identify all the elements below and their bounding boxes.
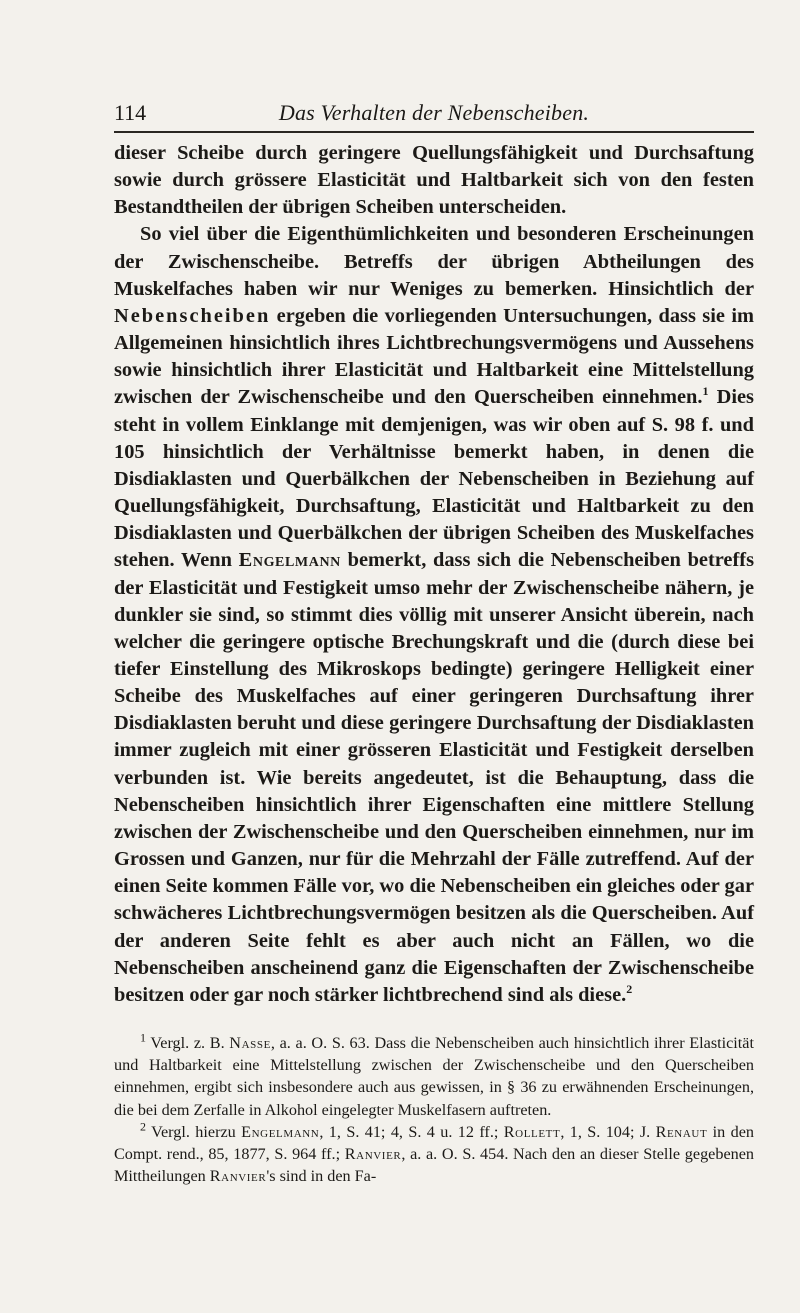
- paragraph-text: ergeben die vorliegenden Untersuchungen, dass sie im Allgemeinen hinsichtlich ihres Lichtbrechungsvermögens und Aussehens sowie hinsichtlich ihrer Elasticität und Haltbarkeit eine Mittelstellung zwischen der Zwischenscheibe und den Querscheiben einnehmen.: [114, 304, 754, 409]
- paragraph-text: So viel über die Eigenthümlichkeiten und besonderen Erscheinungen der Zwischenscheibe. Betreffs der übrigen Abtheilungen des Muskelfaches haben wir nur Weniges zu bemerken. Hinsichtlich der: [114, 223, 754, 300]
- paragraph-text: Dies steht in vollem Einklange mit demjenigen, was wir oben auf S. 98 f. und 105 hinsichtlich der Verhältnisse bemerkt haben, in denen die Disdiaklasten und Querbälkchen der Nebenscheiben in Beziehung auf Quellungsfähigkeit, Durchsaftung, Elasticität und Haltbarkeit zu den Disdiaklasten und Querbälkchen der übrigen Scheiben des Muskelfaches stehen. Wenn: [114, 386, 754, 572]
- footnote-ref: 1: [702, 384, 709, 399]
- footnote-text: , 1, S. 104; J.: [560, 1122, 656, 1141]
- main-text: [114, 140, 754, 1009]
- author-name: Rollett: [503, 1122, 561, 1141]
- author-name: Ranvier: [209, 1167, 267, 1186]
- page-header: [114, 100, 754, 126]
- page-number: 114: [114, 100, 147, 125]
- author-name: Renaut: [655, 1122, 708, 1141]
- footnote: [114, 1121, 754, 1188]
- footnote-text: , a. a. O. S. 454. Nach den an dieser Stelle gegebenen Mittheilungen: [114, 1145, 755, 1186]
- footnotes: [114, 1032, 754, 1187]
- author-name: Engelmann: [241, 1122, 320, 1141]
- emphasized-term: Nebenscheiben: [114, 304, 271, 327]
- author-name: Engelmann: [238, 549, 341, 572]
- header-rule: [114, 131, 754, 133]
- footnote-text: , 1, S. 41; 4, S. 4 u. 12 ff.;: [319, 1122, 504, 1141]
- footnote: [114, 1032, 754, 1121]
- footnote-mark: 1: [140, 1030, 146, 1045]
- author-name: Nasse: [229, 1034, 271, 1052]
- footnote-ref: 2: [626, 982, 633, 997]
- footnote-text: , a. a. O. S. 63. Dass die Nebenscheiben auch hinsichtlich ihrer Elasticität und Haltbarkeit eine Mittelstellung zwischen der Zwischenscheibe und den Querscheiben einnehmen, ergibt sich insbesondere auch aus gewissen, in § 36 zu erwähnenden Erscheinungen, die bei dem Zerfalle in Alkohol eingelegter Muskelfasern auftreten.: [114, 1034, 754, 1119]
- footnote-text: Vergl. hierzu: [146, 1122, 242, 1141]
- paragraph: [114, 221, 754, 1009]
- footnote-text: 's sind in den Fa-: [266, 1167, 377, 1186]
- footnote-mark: 2: [140, 1119, 146, 1134]
- paragraph: [114, 140, 754, 221]
- footnote-text: in den Compt. rend., 85, 1877, S. 964 ff.;: [114, 1122, 754, 1164]
- author-name: Ranvier: [344, 1145, 402, 1164]
- paragraph-text: dieser Scheibe durch geringere Quellungsfähigkeit und Durchsaftung sowie durch grössere Elasticität und Haltbarkeit sich von den festen Bestandtheilen der übrigen Scheiben unterscheiden.: [114, 142, 754, 219]
- running-title: Das Verhalten der Nebenscheiben.: [278, 100, 590, 125]
- paragraph-text: bemerkt, dass sich die Nebenscheiben betreffs der Elasticität und Festigkeit umso mehr der Zwischenscheibe nähern, je dunkler sie sind, so stimmt dies völlig mit unserer Ansicht überein, nach welcher die geringere optische Brechungskraft und die (durch diese bei tiefer Einstellung des Mikroskops bedingte) geringere Helligkeit einer Scheibe des Muskelfaches auf einer geringeren Durchsaftung ihrer Disdiaklasten beruht und diese geringere Durchsaftung der Disdiaklasten immer zugleich mit einer grösseren Elasticität und Festigkeit derselben verbunden ist. Wie bereits angedeutet, ist die Behauptung, dass die Nebenscheiben hinsichtlich ihrer Eigenschaften eine mittlere Stellung zwischen der Zwischenscheibe und den Querscheiben einnehmen, nur im Grossen und Ganzen, nur für die Mehrzahl der Fälle zutreffend. Auf der einen Seite kommen Fälle vor, wo die Nebenscheiben ein gleiches oder gar schwächeres Lichtbrechungsvermögen besitzen als die Querscheiben. Auf der anderen Seite fehlt es aber auch nicht an Fällen, wo die Nebenscheiben anscheinend ganz die Eigenschaften der Zwischenscheibe besitzen oder gar noch stärker lichtbrechend sind als diese.: [114, 549, 754, 1006]
- footnote-text: Vergl. z. B.: [146, 1034, 230, 1052]
